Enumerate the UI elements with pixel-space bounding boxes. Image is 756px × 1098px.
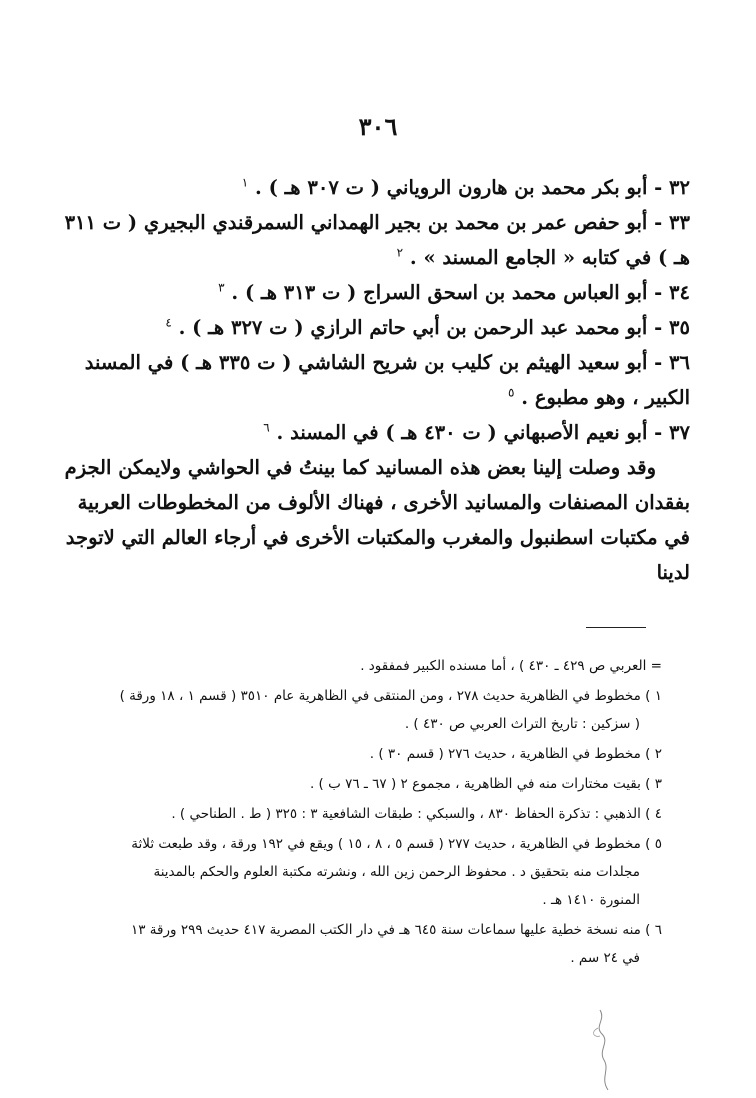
item-number: ٣٢ [669, 176, 690, 199]
footnote-marker: ٢ [396, 245, 404, 260]
item-number: ٣٦ [669, 351, 690, 374]
footnote-marker: ٦ [263, 420, 270, 435]
item-number: ٣٣ [669, 211, 690, 234]
footnote-marker: ٣ [218, 280, 225, 295]
footnote-5-continuation: مجلدات منه بتحقيق د . محفوظ الرحمن زين الله ، ونشرته مكتبة العلوم والحكم بالمدينة [153, 864, 640, 880]
footnote-1-continuation: ( سزكين : تاريخ التراث العربي ص ٤٣٠ ) . [404, 716, 640, 732]
footnote-1: ١ ) مخطوط في الظاهرية حديث ٢٧٨ ، ومن المنتقى في الظاهرية عام ٣٥١٠ ( قسم ١ ، ١٨ ورقة ) [119, 688, 662, 704]
footnote-6: ٦ ) منه نسخة خطية عليها سماعات سنة ٦٤٥ هـ في دار الكتب المصرية ٤١٧ حديث ٢٩٩ ورقة ١٣ [131, 922, 662, 938]
main-text [58, 170, 690, 590]
footnote-3: ٣ ) بقيت مختارات منه في الظاهرية ، مجموع ٢ ( ٦٧ ـ ٧٦ ب ) . [309, 776, 662, 792]
item-number: ٣٤ [669, 281, 690, 304]
item-text: - أبو محمد عبد الرحمن بن أبي حاتم الرازي ( ت ٣٢٧ هـ ) . [178, 316, 663, 339]
item-text: - أبو حفص عمر بن محمد بن بجير الهمداني السمرقندي البجيري ( ت ٣١١ هـ ) في كتابه « الجامع المسند » . [64, 211, 690, 269]
body-paragraph: وقد وصلت إلينا بعض هذه المسانيد كما بينتُ في الحواشي ولايمكن الجزم بفقدان المصنفات والمسانيد الأخرى ، فهناك الألوف من المخطوطات العربية في مكتبات اسطنبول والمغرب والمكتبات الأخرى في أرجاء العالم التي لاتوجد لدينا [64, 456, 690, 584]
list-item [58, 345, 690, 415]
footnote-2: ٢ ) مخطوط في الظاهرية ، حديث ٢٧٦ ( قسم ٣٠ ) . [369, 746, 662, 762]
footnote-6-continuation: في ٢٤ سم . [570, 950, 640, 966]
footnote-5-continuation-2: المنورة ١٤١٠ هـ . [542, 892, 640, 908]
footnotes [92, 652, 662, 972]
footnote-marker: ١ [241, 175, 249, 190]
page-number: ٣٠٦ [358, 112, 398, 141]
footnote-4: ٤ ) الذهبي : تذكرة الحفاظ ٨٣٠ ، والسبكي : طبقات الشافعية ٣ : ٣٢٥ ( ط . الطناحي ) . [171, 806, 662, 822]
list-item [58, 310, 690, 345]
item-text: - أبو بكر محمد بن هارون الروياني ( ت ٣٠٧ هـ ) . [255, 176, 663, 199]
item-text: - أبو سعيد الهيثم بن كليب بن شريح الشاشي ( ت ٣٣٥ هـ ) في المسند الكبير ، وهو مطبوع . [84, 351, 690, 409]
footnote-marker: ٥ [508, 385, 515, 400]
item-number: ٣٧ [669, 421, 690, 444]
list-item [58, 275, 690, 310]
pencil-mark [560, 1008, 640, 1093]
list-item [58, 415, 690, 450]
footnote-divider [586, 627, 646, 628]
footnote-5: ٥ ) مخطوط في الظاهرية ، حديث ٢٧٧ ( قسم ٥ ، ٨ ، ١٥ ) ويقع في ١٩٢ ورقة ، وقد طبعت ثلاثة [131, 836, 662, 852]
item-number: ٣٥ [669, 316, 690, 339]
item-text: - أبو العباس محمد بن اسحق السراج ( ت ٣١٣ هـ ) . [231, 281, 663, 304]
footnote-carryover: = العربي ص ٤٢٩ ـ ٤٣٠ ) ، أما مسنده الكبير فمفقود . [360, 658, 662, 674]
footnote-marker: ٤ [165, 315, 172, 330]
list-item [58, 170, 690, 205]
item-text: - أبو نعيم الأصبهاني ( ت ٤٣٠ هـ ) في المسند . [276, 421, 663, 444]
list-item [58, 205, 690, 275]
